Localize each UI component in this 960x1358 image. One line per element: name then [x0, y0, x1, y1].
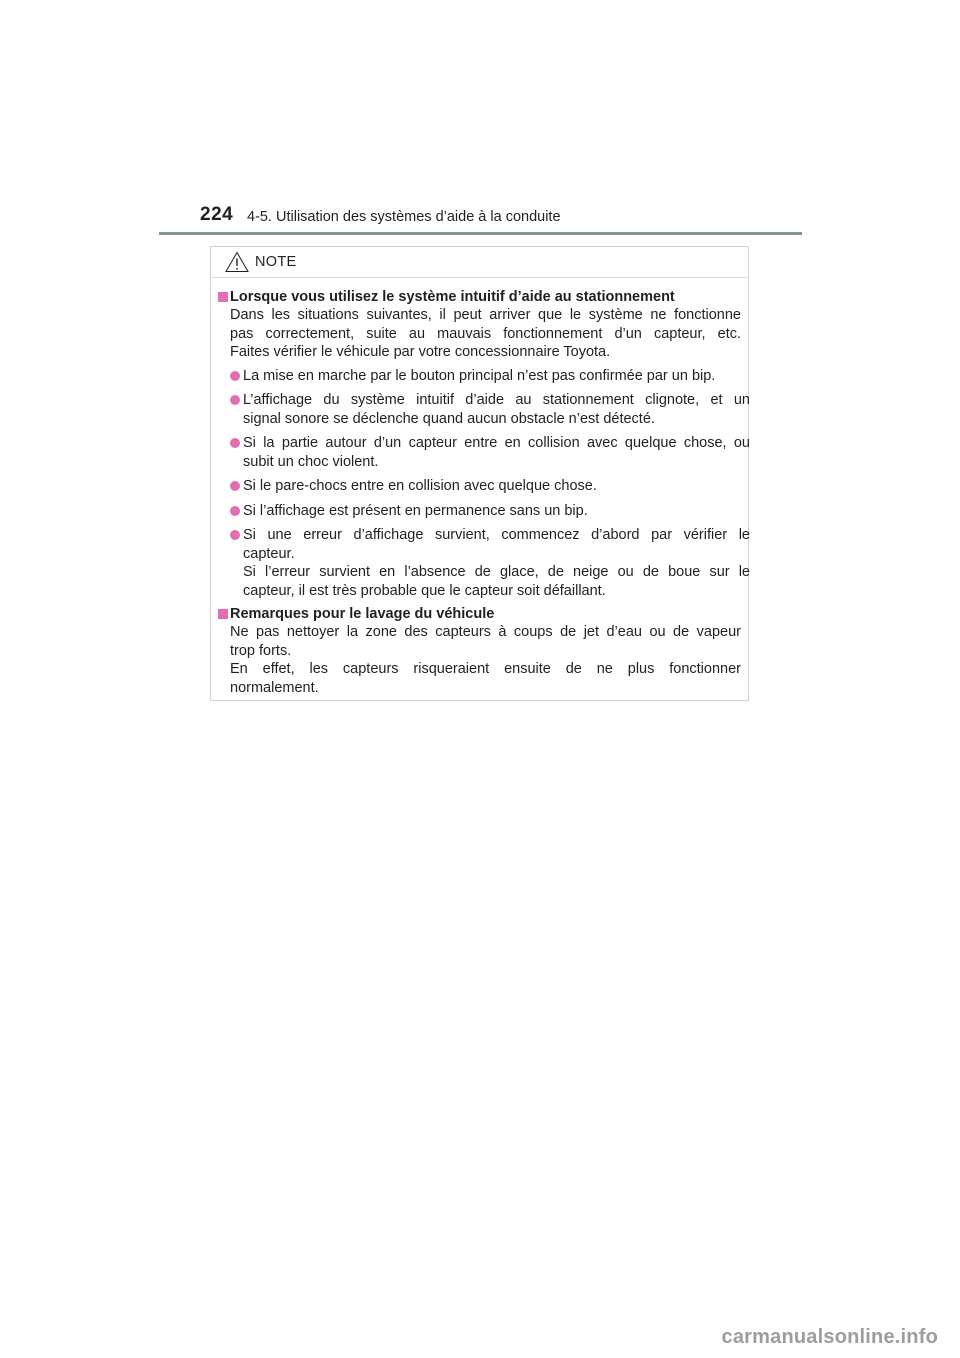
square-bullet-icon	[218, 609, 228, 619]
list-item-line: Si le pare-chocs entre en collision avec quelque chose.	[243, 478, 597, 494]
list-item-line: subit un choc violent.	[243, 453, 379, 470]
intro-line: Faites vérifier le véhicule par votre concessionnaire Toyota.	[230, 344, 611, 360]
list-item-line: Si la partie autour d’un capteur entre en collision avec quelque chose, ou	[243, 435, 750, 451]
circle-bullet-icon	[230, 438, 240, 448]
list-item	[230, 391, 750, 428]
section-heading-text: Lorsque vous utilisez le système intuitif d’aide au stationnement	[230, 289, 675, 305]
note-header	[211, 247, 748, 278]
list-item-line: Si l’erreur survient en l’absence de glace, de neige ou de boue sur le	[243, 564, 750, 580]
list-item-line: capteur, il est très probable que le capteur soit défaillant.	[243, 582, 606, 599]
intro-paragraph	[230, 306, 741, 362]
circle-bullet-icon	[230, 481, 240, 491]
page-number: 224	[200, 204, 234, 225]
section-heading-text: Remarques pour le lavage du véhicule	[230, 606, 495, 622]
circle-bullet-icon	[230, 371, 240, 381]
washing-line: Ne pas nettoyer la zone des capteurs à coups de jet d’eau ou de vapeur	[230, 624, 741, 640]
washing-line: En effet, les capteurs risqueraient ensuite de ne plus fonctionner	[230, 661, 741, 677]
section-heading-parking	[216, 288, 748, 306]
washing-line: trop forts.	[230, 642, 292, 659]
circle-bullet-icon	[230, 395, 240, 405]
washing-paragraph	[230, 623, 741, 697]
note-body	[211, 288, 748, 697]
section-title: 4-5. Utilisation des systèmes d’aide à la conduite	[247, 209, 561, 225]
list-item-line: La mise en marche par le bouton principal n’est pas confirmée par un bip.	[243, 367, 716, 384]
list-item	[230, 477, 750, 496]
list-item-line: Si l’affichage est présent en permanence sans un bip.	[243, 502, 588, 519]
intro-line: pas correctement, suite au mauvais fonctionnement d’un capteur, etc.	[230, 325, 741, 342]
list-item-line: signal sonore se déclenche quand aucun obstacle n’est détecté.	[243, 410, 655, 427]
square-bullet-icon	[218, 292, 228, 302]
list-item-line: capteur.	[243, 545, 295, 562]
list-item	[230, 367, 750, 386]
note-label: NOTE	[255, 254, 297, 270]
warning-triangle-icon	[225, 251, 249, 273]
list-item-line: L’affichage du système intuitif d’aide au stationnement clignote, et un	[243, 392, 750, 408]
list-item	[230, 502, 750, 521]
washing-line: normalement.	[230, 679, 319, 696]
header-rule	[159, 232, 802, 235]
section-heading-washing	[216, 605, 748, 623]
watermark: carmanualsonline.info	[721, 1326, 938, 1348]
list-item-line: Si une erreur d’affichage survient, commencez d’abord par vérifier le	[243, 527, 750, 543]
list-item	[230, 526, 750, 600]
list-item	[230, 434, 750, 471]
circle-bullet-icon	[230, 506, 240, 516]
circle-bullet-icon	[230, 530, 240, 540]
note-box	[210, 246, 749, 701]
intro-line: Dans les situations suivantes, il peut arriver que le système ne fonctionne	[230, 307, 741, 323]
